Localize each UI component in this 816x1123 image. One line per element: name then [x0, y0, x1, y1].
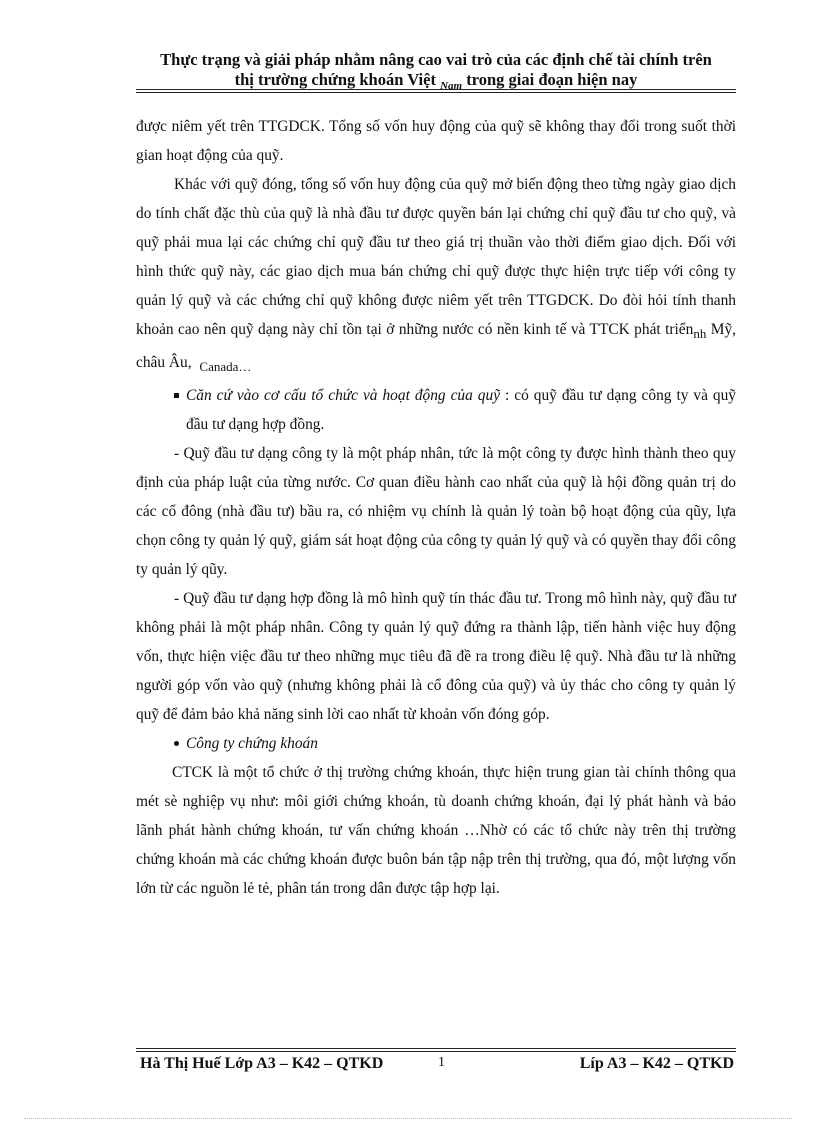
footer-rule	[136, 1048, 736, 1049]
header-line-1: Thực trạng và giải pháp nhằm nâng cao vai trò của các định chế tài chính trên	[160, 50, 712, 69]
footer-class: Líp A3 – K42 – QTKD	[579, 1055, 734, 1072]
open-fund-text: Khác với quỹ đóng, tổng số vốn huy động của quỹ mở biến động theo từng ngày giao dịch do tính chất đặc thù của quỹ là nhà đầu tư được quyền bán lại chứng chỉ quỹ đầu tư cho quỹ, và quỹ phải mua lại các chứng chỉ quỹ đầu tư theo giá trị thuần vào thời điểm giao dịch. Đối với hình thức quỹ này, các giao dịch mua bán chứng chỉ quỹ được thực hiện trực tiếp với công ty quản lý quỹ và các chứng chỉ quỹ không được niêm yết trên TTGDCK. Do đòi hỏi tính thanh khoản cao nên quỹ dạng này chỉ tồn tại ở những nước có nền kinh tế và TTCK phát triển	[136, 176, 736, 338]
open-fund-canada: Canada…	[199, 359, 252, 374]
bullet-securities-company-heading: Công ty chứng khoán	[186, 735, 318, 752]
document-body	[136, 112, 736, 903]
page-number: 1	[438, 1055, 445, 1070]
bullet-organization-heading: Căn cứ vào cơ cấu tổ chức và hoạt động của quỹ	[186, 387, 501, 404]
footer-rules	[136, 1048, 736, 1054]
bullet-securities-company	[136, 729, 736, 758]
open-fund-nh: nh	[693, 326, 707, 341]
paragraph-company-fund: - Quỹ đầu tư dạng công ty là một pháp nhân, tức là một công ty được hình thành theo quy định của pháp luật của từng nước. Cơ quan điều hành cao nhất của quỹ là hội đồng quản trị do các cổ đông (nhà đầu tư) bầu ra, có nhiệm vụ chính là quản lý toàn bộ hoạt động của qũy, lựa chọn công ty quản lý quỹ, giám sát hoạt động của công ty quản lý quỹ và có quyền thay đổi công ty quản lý qũy.	[136, 445, 736, 578]
paragraph-open-fund	[136, 170, 736, 381]
page-edge	[24, 1118, 792, 1119]
open-fund-tail: Mỹ, châu Âu,	[136, 321, 736, 371]
bullet-organization-structure	[136, 381, 736, 439]
footer-rule	[136, 1051, 736, 1052]
header-line-2-part-1: thị trường chứng khoán Việt	[234, 70, 436, 89]
bullet-organization-text: : có quỹ đầu tư dạng công ty và quỹ đầu tư dạng hợp đồng.	[186, 387, 737, 433]
footer-author-class: Hà Thị Huế Lớp A3 – K42 – QTKD	[140, 1055, 384, 1072]
header-rule-top	[136, 89, 736, 90]
header-line-2-part-2: trong giai đoạn hiện nay	[466, 70, 638, 89]
paragraph-ctck: CTCK là một tổ chức ở thị trường chứng khoán, thực hiện trung gian tài chính thông qua mét sè nghiệp vụ như: môi giới chứng khoán, tù doanh chứng khoán, đại lý phát hành và bảo lãnh phát hành chứng khoán, tư vấn chứng khoán …Nhờ có các tổ chức này trên thị trường chứng khoán mà các chứng khoán được buôn bán tập nập trên thị trường, qua đó, một lượng vốn lớn từ các nguồn lẻ tẻ, phân tán trong dân được tập hợp lại.	[136, 764, 736, 897]
square-bullet-icon	[174, 393, 179, 398]
header-rule-bottom	[136, 92, 736, 93]
paragraph-continuation: được niêm yết trên TTGDCK. Tổng số vốn huy động của quỹ sẽ không thay đổi trong suốt thời gian hoạt động của quỹ.	[136, 118, 736, 164]
header-small-word: Nam	[440, 80, 463, 92]
disc-bullet-icon	[174, 741, 179, 746]
paragraph-contract-fund: - Quỹ đầu tư dạng hợp đồng là mô hình quỹ tín thác đầu tư. Trong mô hình này, quỹ đầu tư không phải là một pháp nhân. Công ty quản lý quỹ đứng ra thành lập, tiến hành việc huy động vốn, thực hiện việc đầu tư theo những mục tiêu đã đề ra trong điều lệ quỹ. Nhà đầu tư là những người góp vốn vào quỹ (nhưng không phải là cổ đông của quỹ) và ủy thác cho công ty quản lý quỹ để đảm bảo khả năng sinh lời cao nhất từ khoản vốn đóng góp.	[136, 590, 736, 723]
